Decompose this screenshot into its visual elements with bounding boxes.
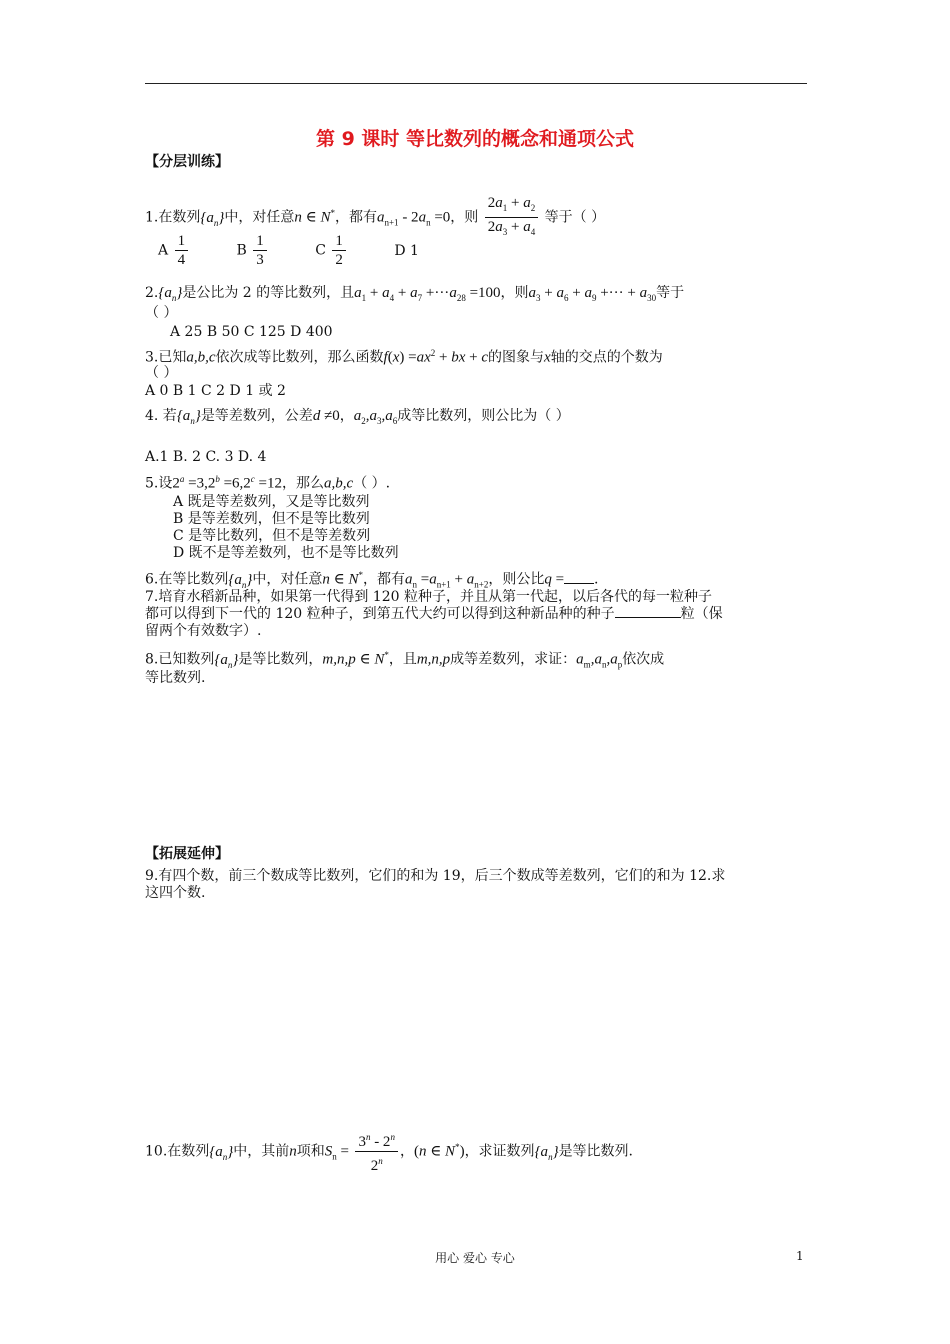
sum-formula-fraction: $\frac{3^n - 2^n}{2^n}$	[355, 1128, 398, 1175]
page-title: 第 9 课时 等比数列的概念和通项公式	[315, 128, 635, 150]
question-2: $2.\{a_n\}$是公比为 2 的等比数列，且$a_1 + a_4 + a_7 +\cdot\cdot\cdot a_{28} =100$，则$a_3 + a_6 + a_9$ +··· + $a_{30}$等于	[145, 285, 685, 303]
section-heading-tiered-training: 【分层训练】	[145, 154, 229, 170]
question-5-option-d: D 既不是等差数列，也不是等比数列	[173, 545, 399, 561]
question-7-line-2: 都可以得到下一代的 120 粒种子，到第五代大约可以得到这种新品种的种子 粒（保	[145, 606, 723, 622]
question-5-option-a: A 既是等差数列，又是等比数列	[173, 494, 370, 510]
question-6: 6.在等比数列$\{a_n\}$中，对任意n ∈ N*，都有$a_n =a_{n+1} + a_{n+2}$，则公比q = .	[145, 570, 599, 590]
question-5-option-b: B 是等差数列，但不是等比数列	[173, 511, 370, 527]
ratio-fraction: $\frac{2a_1 + a_2}{2a_3 + a_4}$	[485, 194, 538, 241]
question-8: 8.已知数列$\{a_n\}$是等比数列，m,n,p ∈ N*，且m,n,p成等差数列，求证：$a_m,a_n,a_p$依次成	[145, 650, 665, 670]
question-7-line-3: 留两个有效数字）.	[145, 623, 262, 639]
header-rule	[145, 83, 807, 84]
question-3-choices: A 0 B 1 C 2 D 1 或 2	[145, 383, 286, 399]
question-9-line-2: 这四个数.	[145, 885, 206, 901]
question-3: 3.已知a,b,c依次成等比数列，那么函数$f(x) =ax^2$ + bx + c的图象与x轴的交点的个数为	[145, 348, 663, 366]
question-5: 5.设$2^a =3,2^b =6,2^c =12$，那么a,b,c（ ）.	[145, 474, 391, 492]
question-5-option-c: C 是等比数列，但不是等差数列	[173, 528, 371, 544]
question-9-line-1: 9.有四个数，前三个数成等比数列，它们的和为 19，后三个数成等差数列，它们的和为 12.求	[145, 868, 726, 884]
question-3-paren: （ ）	[145, 365, 178, 381]
section-heading-extension: 【拓展延伸】	[145, 846, 229, 862]
question-8-line-2: 等比数列.	[145, 670, 206, 686]
question-1: 1.在数列$\{a_n\}$中，对任意n ∈ N*，都有$a_{n+1} - 2a_n =0$，则 $\frac{2a_1 + a_2}{2a_3 + a_4}$ 等于（ ）	[145, 194, 605, 241]
question-10: 10.在数列$\{a_n\}$中，其前n项和$S_n$ = $\frac{3^n - 2^n}{2^n}$ ，(n ∈ N*)，求证数列$\{a_n\}$是等比数列.	[145, 1128, 633, 1175]
question-2-choices: A 25 B 50 C 125 D 400	[170, 324, 333, 340]
page-number: 1	[796, 1249, 804, 1263]
page-footer: 用心 爱心 专心	[435, 1251, 515, 1265]
question-1-choices: A $\frac{1}{4}$ B $\frac{1}{3}$ C $\frac{1}{2}$ D 1	[158, 233, 419, 268]
question-2-paren: （ ）	[145, 305, 178, 321]
question-7-line-1: 7.培育水稻新品种，如果第一代得到 120 粒种子，并且从第一代起，以后各代的每一粒种子	[145, 589, 712, 605]
question-4-choices: A.1 B. 2 C. 3 D. 4	[145, 449, 267, 465]
question-4: 4. 若$\{a_n\}$是等差数列，公差d ≠0，$a_2,a_3,a_6$成等比数列，则公比为（ ）	[145, 408, 570, 426]
